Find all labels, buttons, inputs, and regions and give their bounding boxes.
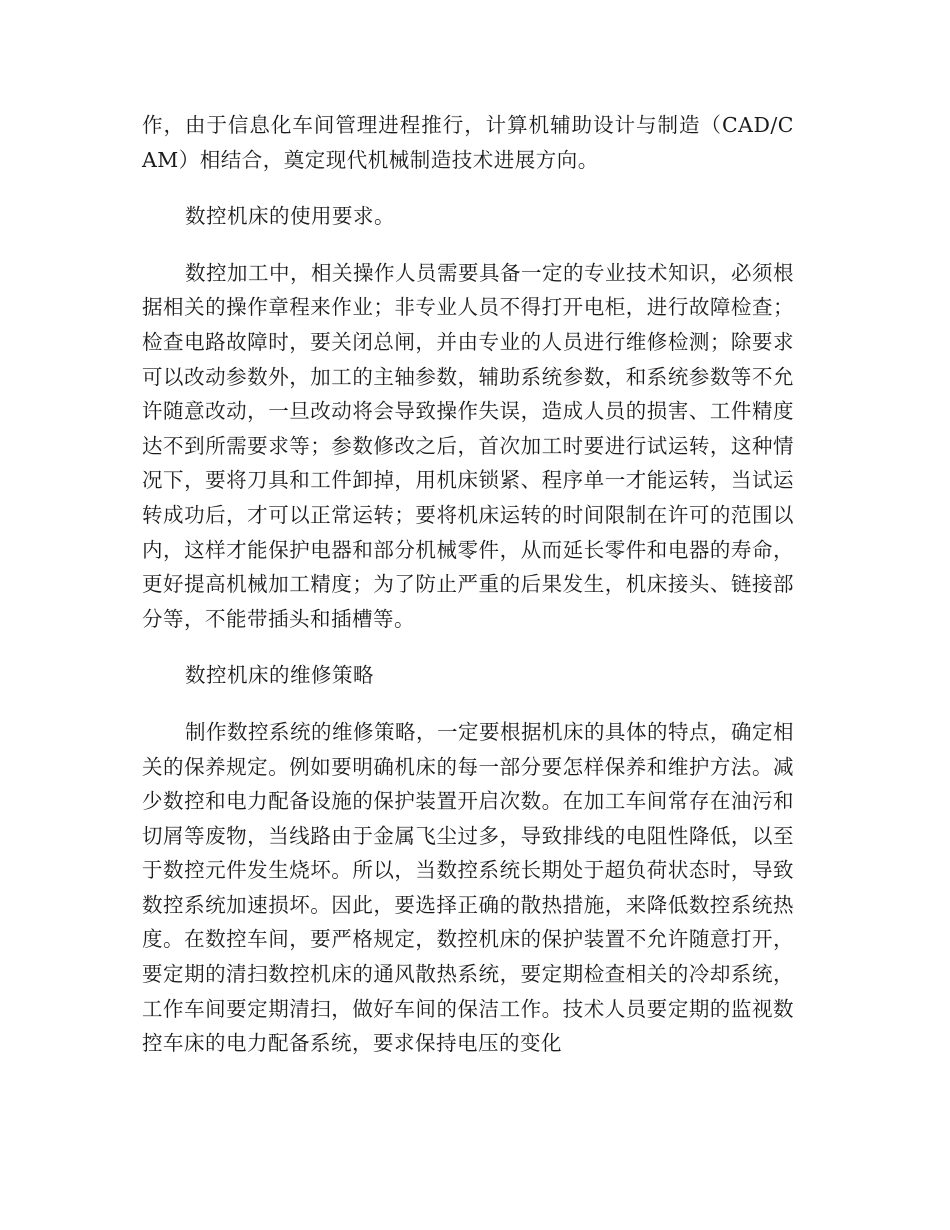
paragraph-maintenance-strategy: 制作数控系统的维修策略，一定要根据机床的具体的特点，确定相关的保养规定。例如要明确机床的每一部分要怎样保养和维护方法。减少数控和电力配备设施的保护装置开启次数。在加工车间常存在油污和切屑等废物，当线路由于金属飞尘过多，导致排线的电阻性降低，以至于数控元件发生烧坏。所以，当数控系统长期处于超负荷状态时，导致数控系统加速损坏。因此，要选择正确的散热措施，来降低数控系统热度。在数控车间，要严格规定，数控机床的保护装置不允许随意打开，要定期的清扫数控机床的通风散热系统，要定期检查相关的冷却系统，工作车间要定期清扫，做好车间的保洁工作。技术人员要定期的监视数控车床的电力配备系统，要求保持电压的变化 — [142, 719, 794, 1056]
paragraph-usage-requirements: 数控加工中，相关操作人员需要具备一定的专业技术知识，必须根据相关的操作章程来作业；非专业人员不得打开电柜，进行故障检查；检查电路故障时，要关闭总闸，并由专业的人员进行维修检测；除要求可以改动参数外，加工的主轴参数，辅助系统参数，和系统参数等不允许随意改动，一旦改动将会导致操作失误，造成人员的损害、工件精度达不到所需要求等；参数修改之后，首次加工时要进行试运转，这种情况下，要将刀具和工件卸掉，用机床锁紧、程序单一才能运转，当试运转成功后，才可以正常运转；要将机床运转的时间限制在许可的范围以内，这样才能保护电器和部分机械零件，从而延长零件和电器的寿命，更好提高机械加工精度；为了防止严重的后果发生，机床接头、链接部分等，不能带插头和插槽等。 — [142, 260, 794, 631]
section-heading-maintenance-strategy: 数控机床的维修策略 — [185, 663, 374, 688]
section-heading-usage-requirements: 数控机床的使用要求。 — [185, 204, 395, 229]
paragraph-continuation: 作，由于信息化车间管理进程推行，计算机辅助设计与制造（CAD/CAM）相结合，奠定现代机械制造技术进展方向。 — [142, 113, 794, 172]
document-body — [142, 108, 794, 1061]
